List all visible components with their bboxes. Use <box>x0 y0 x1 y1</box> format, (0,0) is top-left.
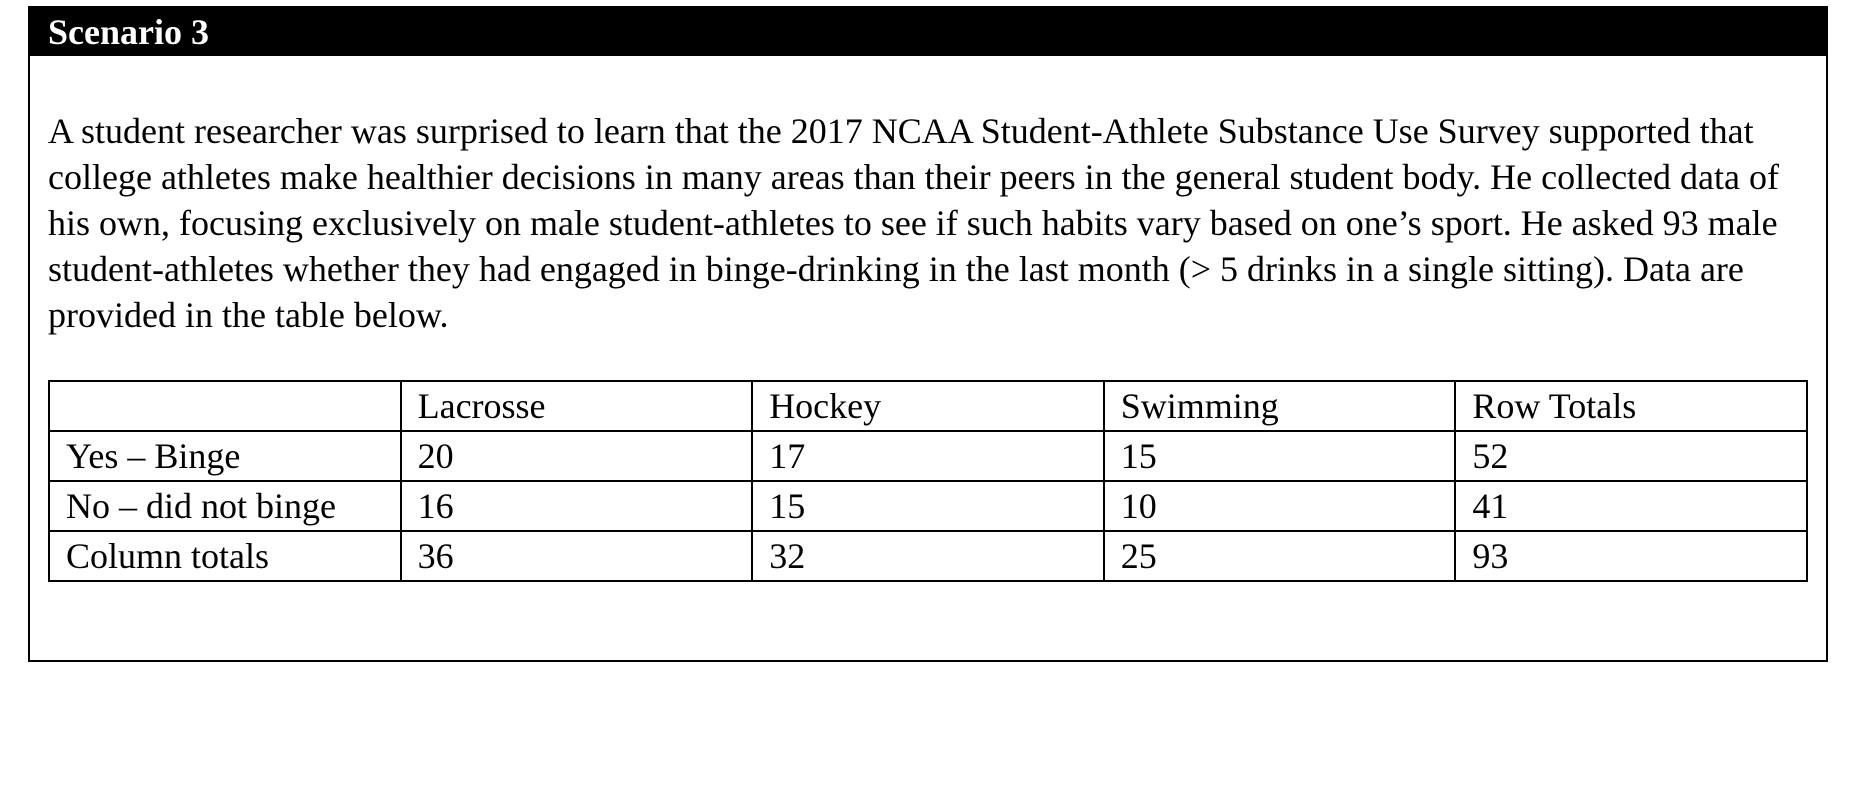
table-cell: 32 <box>752 531 1104 581</box>
table-row <box>49 531 1807 581</box>
row-label-no-binge: No – did not binge <box>49 481 401 531</box>
table-cell: 25 <box>1104 531 1456 581</box>
table-cell: 52 <box>1455 431 1807 481</box>
table-header-cell-row-totals: Row Totals <box>1455 381 1807 431</box>
table-cell: 16 <box>401 481 753 531</box>
table-row <box>49 431 1807 481</box>
table-cell: 93 <box>1455 531 1807 581</box>
table-cell: 15 <box>752 481 1104 531</box>
table-header-cell-empty <box>49 381 401 431</box>
table-header-row <box>49 381 1807 431</box>
row-label-column-totals: Column totals <box>49 531 401 581</box>
row-label-yes-binge: Yes – Binge <box>49 431 401 481</box>
scenario-box <box>28 6 1828 662</box>
table-cell: 41 <box>1455 481 1807 531</box>
table-row <box>49 481 1807 531</box>
binge-drinking-table <box>48 380 1808 582</box>
scenario-paragraph: A student researcher was surprised to learn that the 2017 NCAA Student-Athlete Substance Use Survey supported that college athletes make healthier decisions in many areas than their peers in the general student body. He collected data of his own, focusing exclusively on male student-athletes to see if such habits vary based on one’s sport. He asked 93 male student-athletes whether they had engaged in binge-drinking in the last month (> 5 drinks in a single sitting). Data are provided in the table below. <box>48 111 1779 335</box>
table-cell: 15 <box>1104 431 1456 481</box>
table-header-cell-hockey: Hockey <box>752 381 1104 431</box>
scenario-title: Scenario 3 <box>30 8 1826 56</box>
table-cell: 10 <box>1104 481 1456 531</box>
table-header-cell-lacrosse: Lacrosse <box>401 381 753 431</box>
table-cell: 17 <box>752 431 1104 481</box>
table-cell: 36 <box>401 531 753 581</box>
table-header-cell-swimming: Swimming <box>1104 381 1456 431</box>
table-cell: 20 <box>401 431 753 481</box>
